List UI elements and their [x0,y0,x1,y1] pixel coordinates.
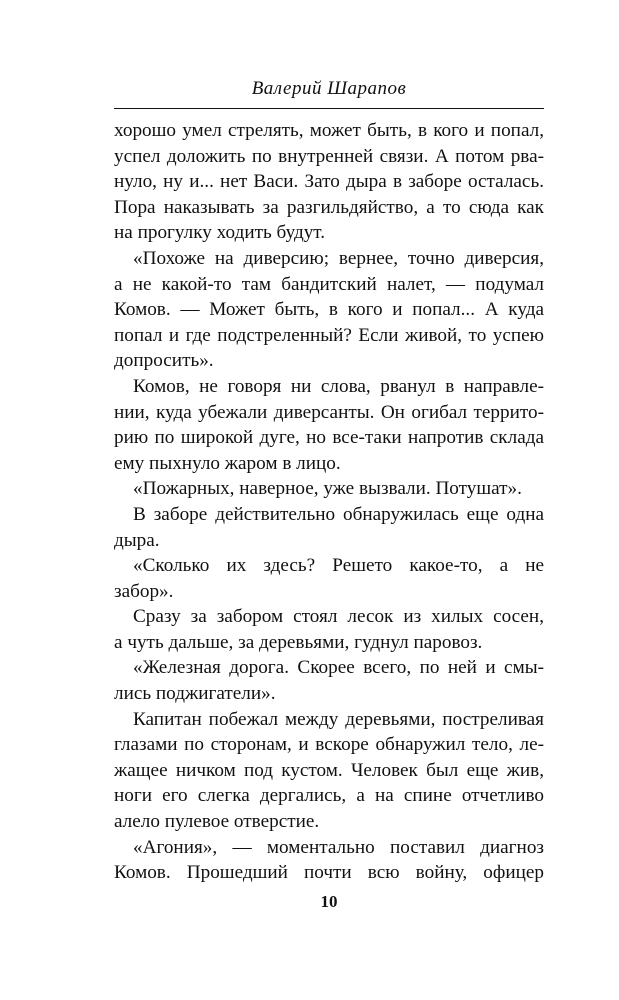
text-line: В заборе действительно обнаружилась еще одна [133,503,544,525]
text-line: на прогулку ходить будут. [114,222,326,244]
text-line: рию по широкой дуге, но все-таки напротив склада [114,427,544,449]
text-line: «Железная дорога. Скорее всего, по ней и смы- [133,657,544,679]
paragraph-6 [114,553,544,604]
text-line: «Агония», — моментально поставил диагноз [133,836,544,858]
text-line: попал и где подстреленный? Если живой, то успею [114,324,544,346]
text-line: успел доложить по внутренней связи. А потом рва- [114,145,544,167]
text-line: забор». [114,580,174,602]
text-line: Комов. Прошедший почти всю войну, офицер [114,862,544,884]
paragraph-5 [114,502,544,553]
page-body [114,118,544,886]
running-head: Валерий Шарапов [251,78,407,99]
text-line: Капитан побежал между деревьями, постреливая [133,708,544,730]
paragraph-9 [114,707,544,835]
paragraph-1 [114,118,544,246]
text-line: Пора наказывать за разгильдяйство, а то сюда как [114,196,544,218]
text-line: нии, куда убежали диверсанты. Он огибал террито- [114,401,544,423]
paragraph-10 [114,835,544,886]
text-line: а не какой-то там бандитский налет, — подумал [114,273,544,295]
paragraph-3 [114,374,544,476]
paragraph-7 [114,604,544,655]
page-number: 10 [320,892,338,911]
text-line: ему пыхнуло жаром в лицо. [114,452,341,474]
text-line: допросить». [114,350,214,372]
text-line: алело пулевое отверстие. [114,811,320,833]
text-line: лись поджигатели». [114,683,276,705]
text-line: «Похоже на диверсию; вернее, точно диверсия, [133,247,544,269]
text-line: жащее ничком под кустом. Человек был еще жив, [114,759,544,781]
text-line: Комов, не говоря ни слова, рванул в направле- [133,375,544,397]
paragraph-8 [114,655,544,706]
text-line: ноги его слегка дергались, а на спине отчетливо [114,785,544,807]
text-line: Комов. — Может быть, в кого и попал... А куда [114,299,544,321]
text-line: дыра. [114,529,160,551]
paragraph-4 [114,476,544,502]
text-line: «Пожарных, наверное, уже вызвали. Потушат». [133,478,522,500]
text-line: хорошо умел стрелять, может быть, в кого и попал, [114,120,544,141]
paragraph-2 [114,246,544,374]
text-line: «Сколько их здесь? Решето какое-то, а не [133,555,544,577]
text-line: нуло, ну и... нет Васи. Зато дыра в заборе осталась. [114,171,544,193]
header-rule [114,108,544,109]
text-line: глазами по сторонам, и вскоре обнаружил тело, ле- [114,734,544,756]
text-line: Сразу за забором стоял лесок из хилых сосен, [133,606,544,628]
text-line: а чуть дальше, за деревьями, гуднул паровоз. [114,631,483,653]
